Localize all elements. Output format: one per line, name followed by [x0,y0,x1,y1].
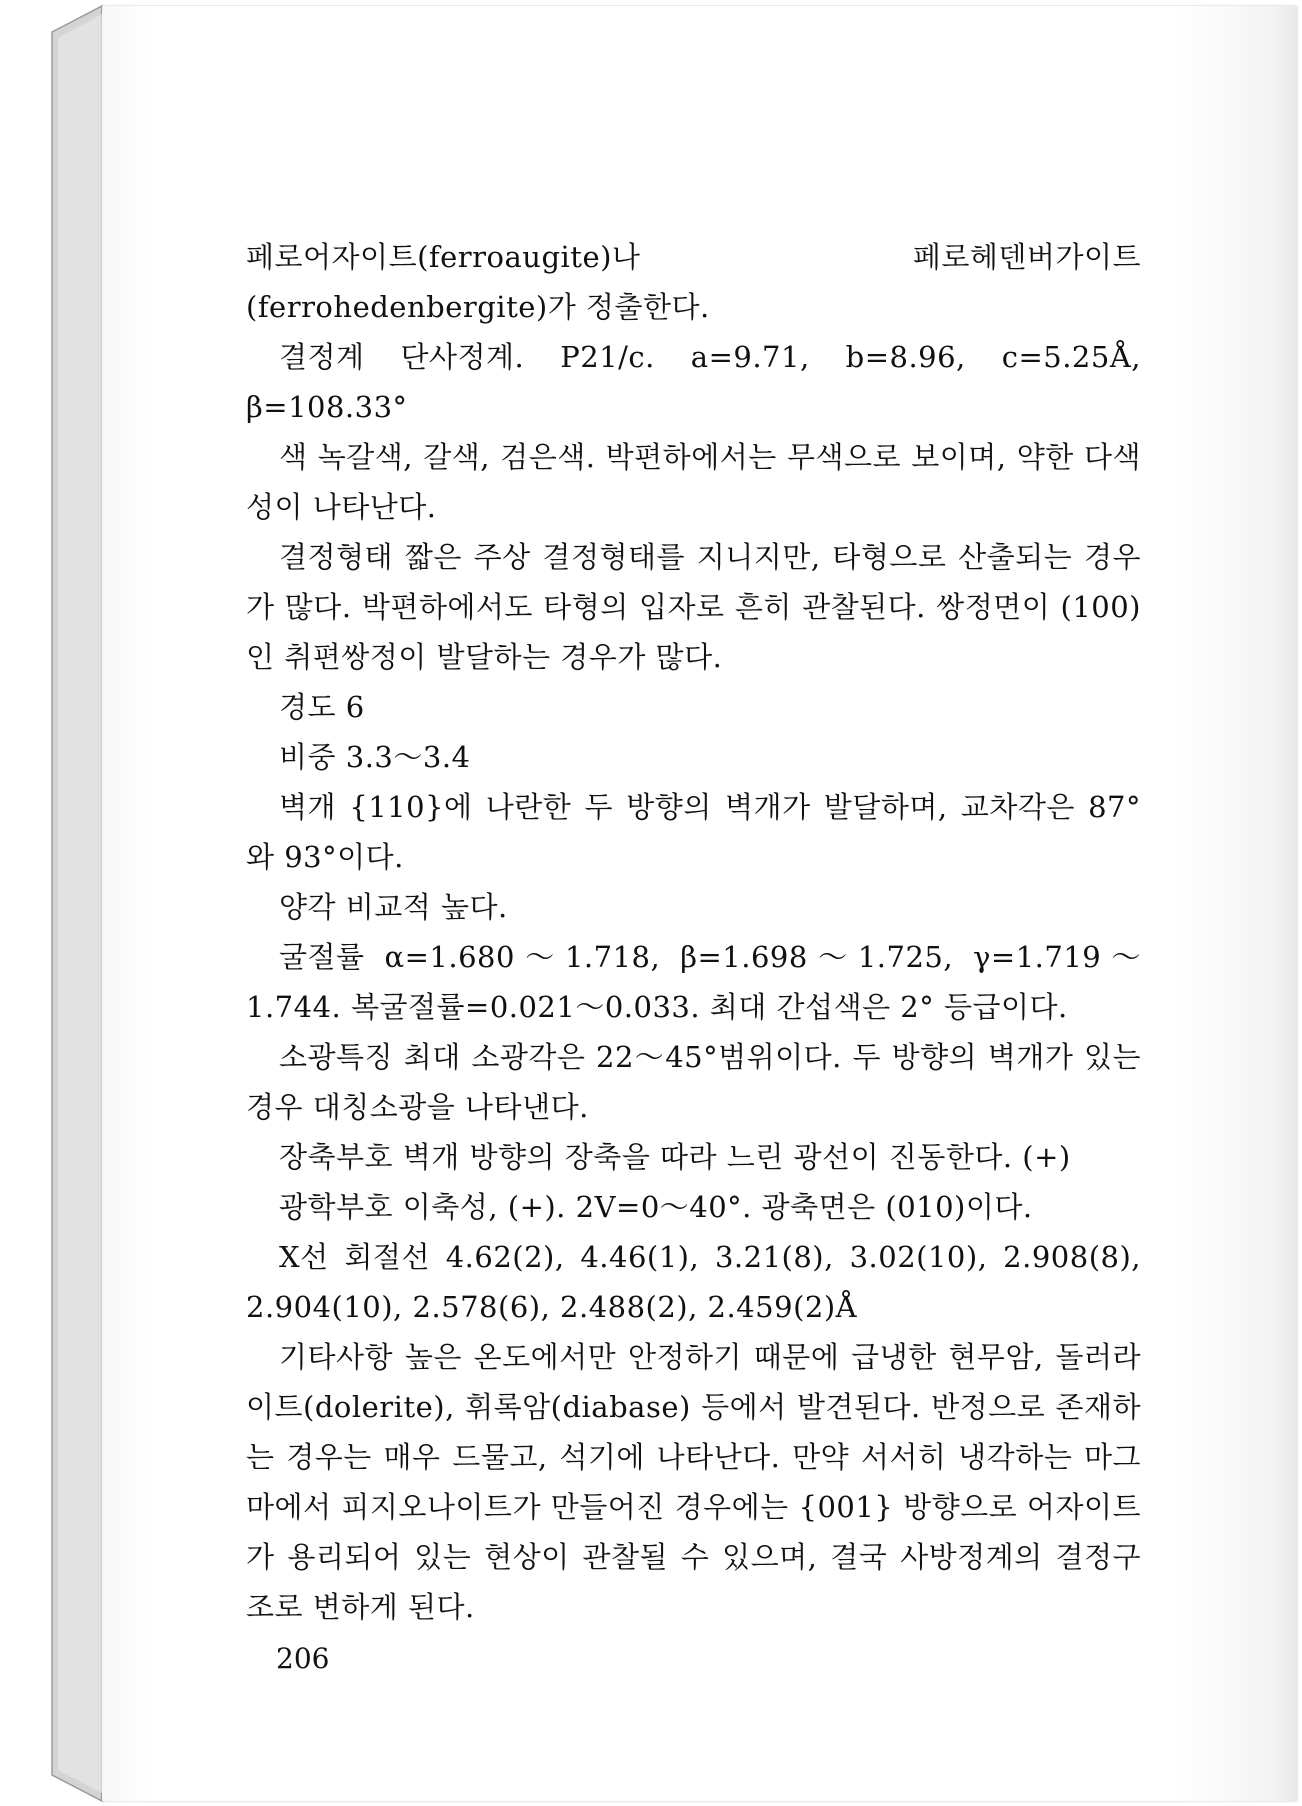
text-refractive-index: α=1.680～1.718, β=1.698～1.725, γ=1.719～1.744. 복굴절률=0.021～0.033. 최대 간섭색은 2° 등급이다. [246,940,1141,1024]
text-crystal-system: 단사정계. P21/c. a=9.71, b=8.96, c=5.25Å, β=108.33° [246,340,1141,424]
paragraph-1 [246,232,1141,332]
label-hardness: 경도 [279,690,337,724]
paragraph-remarks [246,1332,1141,1632]
text-xray-diffraction: 4.62(2), 4.46(1), 3.21(8), 3.02(10), 2.908(8), 2.904(10), 2.578(6), 2.488(2), 2.459(2)Å [246,1240,1141,1324]
paragraph-extinction [246,1032,1141,1132]
text-color: 녹갈색, 갈색, 검은색. 박편하에서는 무색으로 보이며, 약한 다색성이 나타난다. [246,440,1141,524]
paragraph-relief [246,882,1141,932]
paragraph-hardness [246,682,1141,732]
label-extinction: 소광특징 [279,1040,394,1074]
paragraph-1-text: 페로어자이트(ferroaugite)나 페로헤덴버가이트(ferrohedenbergite)가 정출한다. [246,240,1141,324]
paragraph-color [246,432,1141,532]
paragraph-optic-sign [246,1182,1141,1232]
text-specific-gravity: 3.3～3.4 [336,740,471,774]
label-relief: 양각 [279,890,337,924]
label-sign-of-elongation: 장축부호 [279,1140,394,1174]
label-crystal-system: 결정계 [279,340,365,374]
label-xray-diffraction: X선 회절선 [279,1240,430,1274]
page-text [246,232,1141,1632]
text-extinction: 최대 소광각은 22～45°범위이다. 두 방향의 벽개가 있는 경우 대칭소광을 나타낸다. [246,1040,1141,1124]
text-cleavage: {110}에 나란한 두 방향의 벽개가 발달하며, 교차각은 87°와 93°이다. [246,790,1141,874]
page-number: 206 [276,1642,330,1675]
paragraph-cleavage [246,782,1141,882]
label-cleavage: 벽개 [279,790,337,824]
label-color: 색 [279,440,308,474]
paragraph-crystal-form [246,532,1141,682]
paragraph-sign-of-elongation [246,1132,1141,1182]
label-optic-sign: 광학부호 [279,1190,394,1224]
paragraph-refractive-index [246,932,1141,1032]
text-sign-of-elongation: 벽개 방향의 장축을 따라 느린 광선이 진동한다. (+) [393,1140,1071,1174]
paragraph-specific-gravity [246,732,1141,782]
label-crystal-form: 결정형태 [279,540,394,574]
text-optic-sign: 이축성, (+). 2V=0～40°. 광축면은 (010)이다. [393,1190,1033,1224]
text-relief: 비교적 높다. [336,890,508,924]
label-remarks: 기타사항 [279,1340,394,1374]
text-hardness: 6 [336,690,365,724]
paragraph-xray-diffraction [246,1232,1141,1332]
label-specific-gravity: 비중 [279,740,337,774]
label-refractive-index: 굴절률 [279,940,365,974]
paragraph-crystal-system [246,332,1141,432]
text-crystal-form: 짧은 주상 결정형태를 지니지만, 타형으로 산출되는 경우가 많다. 박편하에서도 타형의 입자로 흔히 관찰된다. 쌍정면이 (100)인 취편쌍정이 발달하는 경우가 많다. [246,540,1141,674]
text-remarks: 높은 온도에서만 안정하기 때문에 급냉한 현무암, 돌러라이트(dolerite), 휘록암(diabase) 등에서 발견된다. 반정으로 존재하는 경우는 매우 드물고, 석기에 나타난다. 만약 서서히 냉각하는 마그마에서 피지오나이트가 만들어진 경우에는 {001} 방향으로 어자이트가 용리되어 있는 현상이 관찰될 수 있으며, 결국 사방정계의 결정구조로 변하게 된다. [246,1340,1141,1624]
